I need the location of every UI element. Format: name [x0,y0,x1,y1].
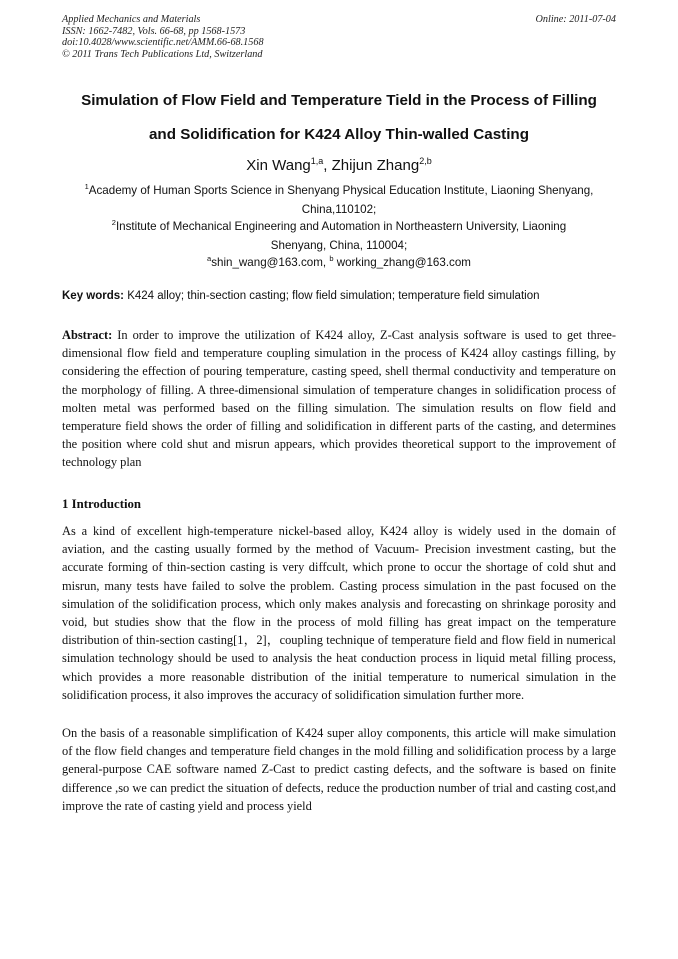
paper-title-line-2: and Solidification for K424 Alloy Thin-walled Casting [148,126,529,143]
doi-line: doi:10.4028/www.scientific.net/AMM.66-68.1568 [62,37,264,49]
affiliation-2-line-2: Shenyang, China, 110004; [270,238,408,252]
keywords-text: K424 alloy; thin-section casting; flow field simulation; temperature field simulation [124,290,540,302]
author-1-affiliation-mark: 1,a [310,156,324,166]
author-list [40,156,638,174]
affiliation-2 [54,214,624,255]
abstract-label: Abstract: [62,328,113,342]
copyright-line: © 2011 Trans Tech Publications Ltd, Switzerland [62,48,263,60]
affiliation-1-line-2: China,110102; [301,202,377,216]
online-date: Online: 2011-07-04 [535,14,616,25]
journal-header [62,14,616,60]
email-a-link[interactable]: shin_wang@163.com, [211,256,330,269]
abstract-paragraph [62,326,616,472]
affiliation-1-mark: 1 [84,182,89,191]
affiliation-1 [54,178,624,219]
email-b-mark: b [329,254,334,263]
email-a-mark: a [207,254,212,263]
affiliation-1-line-1: Academy of Human Sports Science in Shenyang Physical Education Institute, Liaoning Shenyang, [88,184,594,197]
section-heading-introduction: 1 Introduction [62,497,142,511]
affiliation-2-mark: 2 [111,218,116,227]
introduction-paragraph-1 [62,522,616,704]
introduction-paragraph-1-text: As a kind of excellent high-temperature nickel-based alloy, K424 alloy is widely used in the domain of aviation, and the casting usually formed by the method of Vacuum- Precision investment casting, but the accurate forming of thin-section casting is very diffcult, which prone to occur the shortage of cold shut and misrun, many tests have failed to solve the problem. Casting process simulation in the past focused on the simulation of the solidification process, which only makes analysis and forecasting on shrinkage porosity and void, but studies show that the flow in the process of mold filling has great impact on the temperature distribution of thin-section casting[1，2]，coupling technique of temperature field and flow field in numerical simulation technology should be used to analysis the heat conduction process in liquid metal filling process, which provides a more reasonable distribution of the initial temperature to numerical simulation in the solidification process, it also improves the accuracy of solidification simulation further more. [62,524,616,702]
abstract-text: In order to improve the utilization of K424 alloy, Z-Cast analysis software is used to get three-dimensional flow field and temperature coupling simulation in the process of K424 alloy castings filling, by considering the effection of pouring temperature, casting speed, shell thermal conductivity and temperature on the morphology of filling. A three-dimensional simulation of temperature changes in solidification process of molten metal was performed based on the filling simulation. The simulation results on flow field and temperature field shows the order of filling and solidification in different parts of the casting, and determines the position where cold shut and misrun appears, which provides theoretical support to the improvement of technology plan [62,328,616,470]
journal-name: Applied Mechanics and Materials [62,14,201,25]
email-b-link[interactable]: working_zhang@163.com [333,256,471,269]
paper-title-line-1: Simulation of Flow Field and Temperature Tield in the Process of Filling [81,92,597,109]
keywords-label: Key words: [62,290,124,302]
issn-line: ISSN: 1662-7482, Vols. 66-68, pp 1568-1573 [62,25,246,37]
author-2-name: Zhijun Zhang [331,157,420,174]
author-2-affiliation-mark: 2,b [419,156,432,166]
author-separator: , [323,157,332,174]
keywords-line [62,290,622,302]
author-1-name: Xin Wang [246,157,311,174]
author-emails [54,250,624,273]
introduction-paragraph-2-text: On the basis of a reasonable simplification of K424 super alloy components, this article will make simulation of the flow field changes and temperature field changes in the mold filling and solidification process by a large general-purpose CAE software named Z-Cast to predict casting defects, and the software is based on finite difference ,so we can predict the situation of defects, reduce the production number of trial and casting cost,and improve the rate of casting yield and process yield [62,726,616,813]
introduction-paragraph-2 [62,724,616,815]
affiliation-2-line-1: Institute of Mechanical Engineering and Automation in Northeastern University, Liaoning [115,220,567,233]
